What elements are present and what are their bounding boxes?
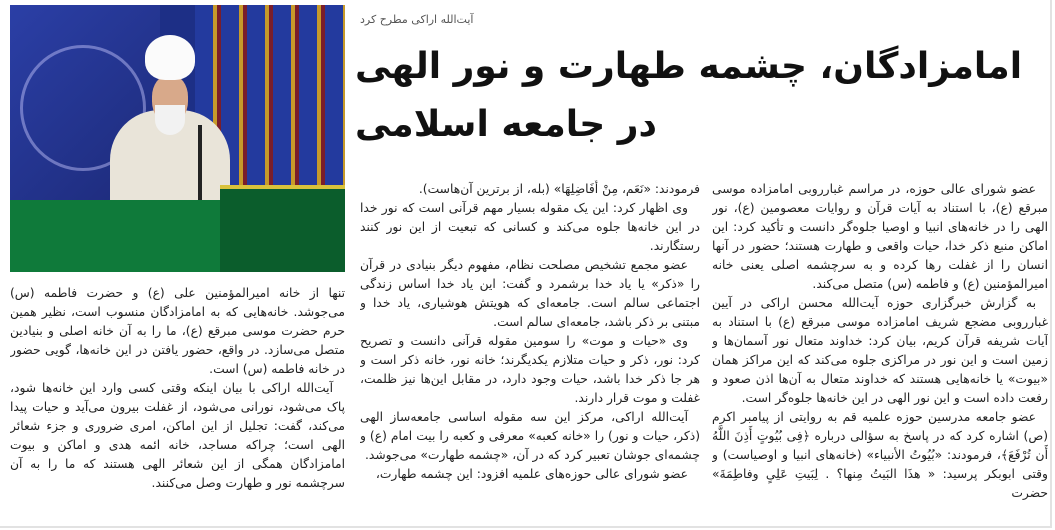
paragraph: وی «حیات و موت» را سومین مقوله قرآنی دانست و تصریح کرد: نور، ذکر و حیات متلازم یکدیگرند؛ خانه نور، خانه ذکر است و هر جا ذکر خدا باشد، حیات وجود دارد، در مقابل این‌ها نیز ظلمت، غفلت و موت قرار دارند. [360,334,700,405]
paragraph: عضو مجمع تشخیص مصلحت نظام، مفهوم دیگر بنیادی در قرآن را «ذکر» یا یاد خدا برشمرد و گفت: این یاد خدا اساس زندگی اجتماعی سالم است. جامعه‌ای که هویتش هوشیاری، یاد خدا و مبتنی بر ذکر باشد، جامعه‌ای سالم است. [360,258,700,329]
article-photo [10,5,345,272]
headline-line-2: در جامعه اسلامی [355,104,657,145]
headline-line-1: امامزادگان، چشمه طهارت و نور الهی [355,46,1023,87]
green-flag [220,185,345,272]
article-kicker: آیت‌الله اراکی مطرح کرد [360,13,474,26]
text-column-left [10,284,345,526]
paragraph: به گزارش خبرگزاری حوزه آیت‌الله محسن اراکی در آیین غبارروبی مضجع شریف امامزاده موسی مبرقع (ع) با استناد به آیات شریفه قرآن کریم، بیان کرد: خداوند متعال نور آسمان‌ها و زمین است و این نور در مراکزی جلوه می‌کند که این مراکز همان «بیوت» یا خانه‌هایی هستند که خداوند متعال به آن‌ها اذن صعود و رفعت داده است و این نور الهی در این خانه‌ها جلوه‌گر است. [712,296,1048,405]
page-border-right [1050,0,1052,528]
paragraph: عضو شورای عالی حوزه، در مراسم غبارروبی امامزاده موسی مبرقع (ع)، با استناد به آیات قرآن و روایات معصومین (ع)، نور الهی را در خانه‌های انبیا و اوصیا جلوه‌گر دانست و تأکید کرد: این اماکن منبع ذکر خدا، حیات واقعی و طهارت هستند؛ حضور در آنها انسان را از غفلت رها کرده و به سرچشمه اصلی یعنی خانه امیرالمؤمنین (ع) و فاطمه (س) متصل می‌کند. [712,182,1048,291]
text-column-middle [360,180,700,526]
speaker-turban [145,35,195,80]
paragraph: عضو جامعه مدرسین حوزه علمیه قم به روایتی از پیامبر اکرم (ص) اشاره کرد که در پاسخ به سؤالی درباره ﴿فِی بُیُوتٍ أَذِنَ اللَّهُ أَن تُرْفَعَ﴾، فرمودند: «بُیُوتُ الأنبیاء» (خانه‌های انبیا و اوصیاست) و وقتی ابوبکر پرسید: « هذَا البَیتُ مِنها؟ . لِبَیتِ عَلِیٍ وفاطِمَةَ» حضرت [712,410,1048,500]
paragraph: آیت‌الله اراکی، مرکز این سه مقوله اساسی جامعه‌ساز الهی (ذکر، حیات و نور) را «خانه کعبه» معرفی و کعبه را بیت امام (ع) و چشمه‌ای جوشان تعبیر کرد که در آن، «چشمه طهارت» می‌جوشد. [360,410,700,462]
speaker-beard [155,105,185,135]
page-border-bottom [0,526,1052,528]
paragraph: آیت‌الله اراکی با بیان اینکه وقتی کسی وارد این خانه‌ها شود، پاک می‌شود، نورانی می‌شود، از غفلت بیرون می‌آید و حیات پیدا می‌کند، گفت: تجلیل از این اماکن، امری ضروری و جزء شعائر الهی است؛ چراکه مساجد، خانه ائمه هدی و اماکن و بیوت امامزادگان همگی از این شعائر الهی هستند که ما را به آن سرچشمه نور و طهارت وصل می‌کنند. [10,381,345,490]
paragraph: فرمودند: «نَعَم، مِنْ أَفَاضِلِهَا» (بله، از برترین آن‌هاست). [418,182,700,196]
article-headline [355,38,1045,162]
paragraph: عضو شورای عالی حوزه‌های علمیه افزود: این چشمه طهارت، [375,467,688,481]
paragraph: وی اظهار کرد: این یک مقوله بسیار مهم قرآنی است که نور خدا در این خانه‌ها جلوه می‌کند و کسانی که تبعیت از این نور کنند رستگارند. [360,201,700,253]
text-column-right [712,180,1048,526]
paragraph: تنها از خانه امیرالمؤمنین علی (ع) و حضرت فاطمه (س) می‌جوشد. خانه‌هایی که به امامزادگان منسوب است، نظیر همین حرم حضرت موسی مبرقع (ع)، ما را به آن خانه اصلی و بنیادین متصل می‌سازد. در واقع، حضور یافتن در این خانه‌ها، گویی حضور در خانه فاطمه (س) است. [10,286,345,376]
